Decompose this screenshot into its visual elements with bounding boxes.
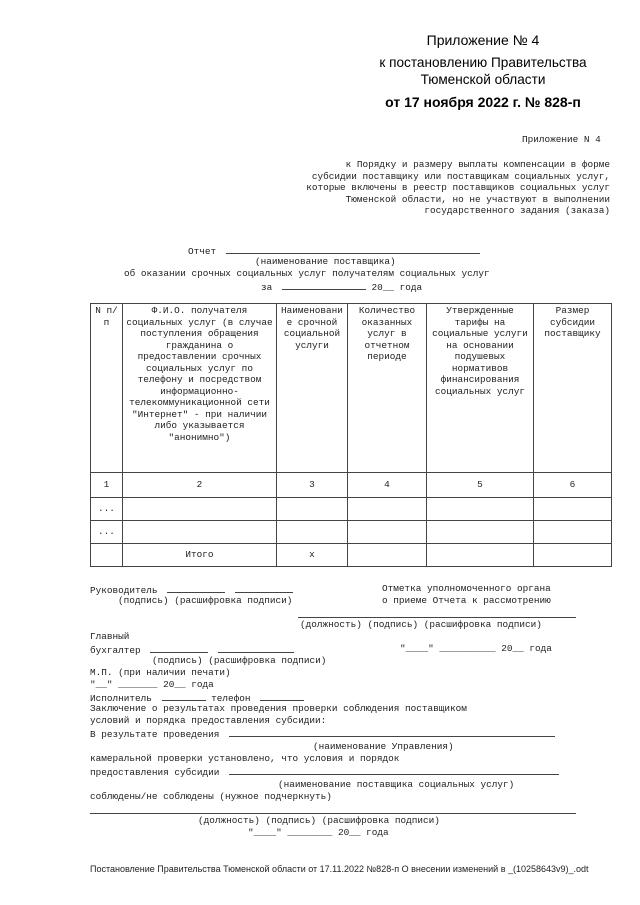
column-number: 3 xyxy=(277,473,348,498)
result-label: В результате проведения xyxy=(90,729,220,740)
appendix-title: Приложение № 4 xyxy=(426,32,540,48)
head-sign-caption: (подпись) (расшифровка подписи) xyxy=(118,595,293,606)
col-header-quantity: Количество оказанных услуг в отчетном периоде xyxy=(348,304,427,473)
table-cell[interactable] xyxy=(427,498,534,521)
report-period-row xyxy=(261,280,422,294)
column-number: 4 xyxy=(348,473,427,498)
decree-reference: к постановлению Правительства xyxy=(379,55,587,70)
report-date: "__" _______ 20__ года xyxy=(90,679,214,690)
period-field[interactable] xyxy=(282,280,366,290)
column-number: 5 xyxy=(427,473,534,498)
table-total-row xyxy=(91,544,612,567)
column-number-row xyxy=(91,473,612,498)
region-name: Тюменской области xyxy=(420,72,546,87)
final-date: "____" ________ 20__ года xyxy=(248,827,389,838)
table-cell[interactable] xyxy=(348,544,427,567)
total-x-mark: x xyxy=(277,544,348,567)
appendix-mono: Приложение N 4 xyxy=(522,134,601,145)
decree-date-number: от 17 ноября 2022 г. № 828-п xyxy=(385,94,581,110)
col-header-subsidy: Размер субсидии поставщику xyxy=(534,304,612,473)
table-cell[interactable] xyxy=(427,544,534,567)
accountant-signature-field[interactable] xyxy=(150,643,208,653)
table-header-row xyxy=(91,304,612,473)
conclusion-line6: соблюдены/не соблюдены (нужное подчеркнуть) xyxy=(90,791,332,802)
head-name-field[interactable] xyxy=(235,583,293,593)
report-label: Отчет xyxy=(188,246,217,257)
table-cell[interactable] xyxy=(277,521,348,544)
col-header-recipient: Ф.И.О. получателя социальных услуг (в случае поступления обращения гражданина о предоставлении срочных социальных услуг по телефону и посредством информационно-телекоммуникационной сети "Интернет" - при наличии либо указывается "анонимно") xyxy=(123,304,277,473)
provider-field[interactable] xyxy=(229,765,559,775)
executor-label: Исполнитель xyxy=(90,693,152,704)
conclusion-line4: камеральной проверки установлено, что условия и порядок xyxy=(90,753,400,764)
subsidy-table xyxy=(90,303,612,567)
table-cell[interactable]: ... xyxy=(91,521,123,544)
acceptance-sign-line[interactable] xyxy=(298,617,576,618)
procedure-block xyxy=(306,159,610,217)
head-label: Руководитель xyxy=(90,585,158,596)
stamp-note: М.П. (при наличии печати) xyxy=(90,667,231,678)
conclusion-line2: условий и порядка предоставления субсидии: xyxy=(90,715,327,726)
final-sign-line[interactable] xyxy=(90,813,576,814)
acceptance-mark-line1: Отметка уполномоченного органа xyxy=(382,583,551,594)
table-cell[interactable] xyxy=(348,521,427,544)
table-cell[interactable] xyxy=(427,521,534,544)
conclusion-line1: Заключение о результатах проведения проверки соблюдения поставщиком xyxy=(90,703,467,714)
accountant-name-field[interactable] xyxy=(218,643,294,653)
column-number: 2 xyxy=(123,473,277,498)
table-cell[interactable] xyxy=(277,498,348,521)
procedure-line: к Порядку и размеру выплаты компенсации в форме xyxy=(345,159,610,170)
provider-name-caption: (наименование поставщика социальных услуг) xyxy=(278,779,515,790)
col-header-number: N п/п xyxy=(91,304,123,473)
column-number: 1 xyxy=(91,473,123,498)
procedure-line: субсидии поставщику или поставщикам социальных услуг, xyxy=(311,170,610,182)
final-caption: (должность) (подпись) (расшифровка подписи) xyxy=(198,815,440,826)
table-cell[interactable] xyxy=(534,521,612,544)
procedure-line: Тюменской области, но не участвуют в выполнении xyxy=(345,193,610,205)
acceptance-mark-line2: о приеме Отчета к рассмотрению xyxy=(382,595,551,606)
acceptance-position-caption: (должность) (подпись) (расшифровка подписи) xyxy=(300,619,542,630)
acceptance-date: "____" __________ 20__ года xyxy=(400,643,552,654)
decree-header xyxy=(352,32,614,111)
phone-label: телефон xyxy=(211,693,251,704)
table-cell[interactable]: ... xyxy=(91,498,123,521)
department-field[interactable] xyxy=(229,727,555,737)
department-caption: (наименование Управления) xyxy=(313,741,454,752)
table-row xyxy=(91,521,612,544)
table-row xyxy=(91,498,612,521)
total-label: Итого xyxy=(123,544,277,567)
col-header-service: Наименование срочной социальной услуги xyxy=(277,304,348,473)
report-subject: об оказании срочных социальных услуг получателям социальных услуг xyxy=(124,268,490,279)
executor-field[interactable] xyxy=(162,691,206,701)
head-signature-field[interactable] xyxy=(167,583,225,593)
document-footer: Постановление Правительства Тюменской области от 17.11.2022 №828-п О внесении изменений в _(10258643v9)_.odt xyxy=(90,864,589,874)
table-cell[interactable] xyxy=(91,544,123,567)
col-header-tariffs: Утвержденные тарифы на социальные услуги на основании подушевых нормативов финансирования социальных услуг xyxy=(427,304,534,473)
conclusion-provider-row xyxy=(90,765,559,779)
accountant-label: бухгалтер xyxy=(90,645,141,656)
provider-name-field[interactable] xyxy=(226,244,480,254)
table-cell[interactable] xyxy=(534,498,612,521)
period-prefix: за xyxy=(261,282,273,293)
procedure-line: государственного задания (заказа) xyxy=(424,205,610,216)
conclusion-result-row xyxy=(90,727,555,741)
table-cell[interactable] xyxy=(123,521,277,544)
phone-field[interactable] xyxy=(260,691,304,701)
period-suffix: 20__ года xyxy=(371,282,423,293)
table-cell[interactable] xyxy=(123,498,277,521)
procedure-line: которые включены в реестр поставщиков социальных услуг xyxy=(306,182,610,193)
line5-label: предоставления субсидии xyxy=(90,767,220,778)
table-cell[interactable] xyxy=(534,544,612,567)
chief-label: Главный xyxy=(90,631,130,642)
provider-caption: (наименование поставщика) xyxy=(255,256,396,267)
column-number: 6 xyxy=(534,473,612,498)
accountant-caption: (подпись) (расшифровка подписи) xyxy=(152,655,327,666)
table-cell[interactable] xyxy=(348,498,427,521)
